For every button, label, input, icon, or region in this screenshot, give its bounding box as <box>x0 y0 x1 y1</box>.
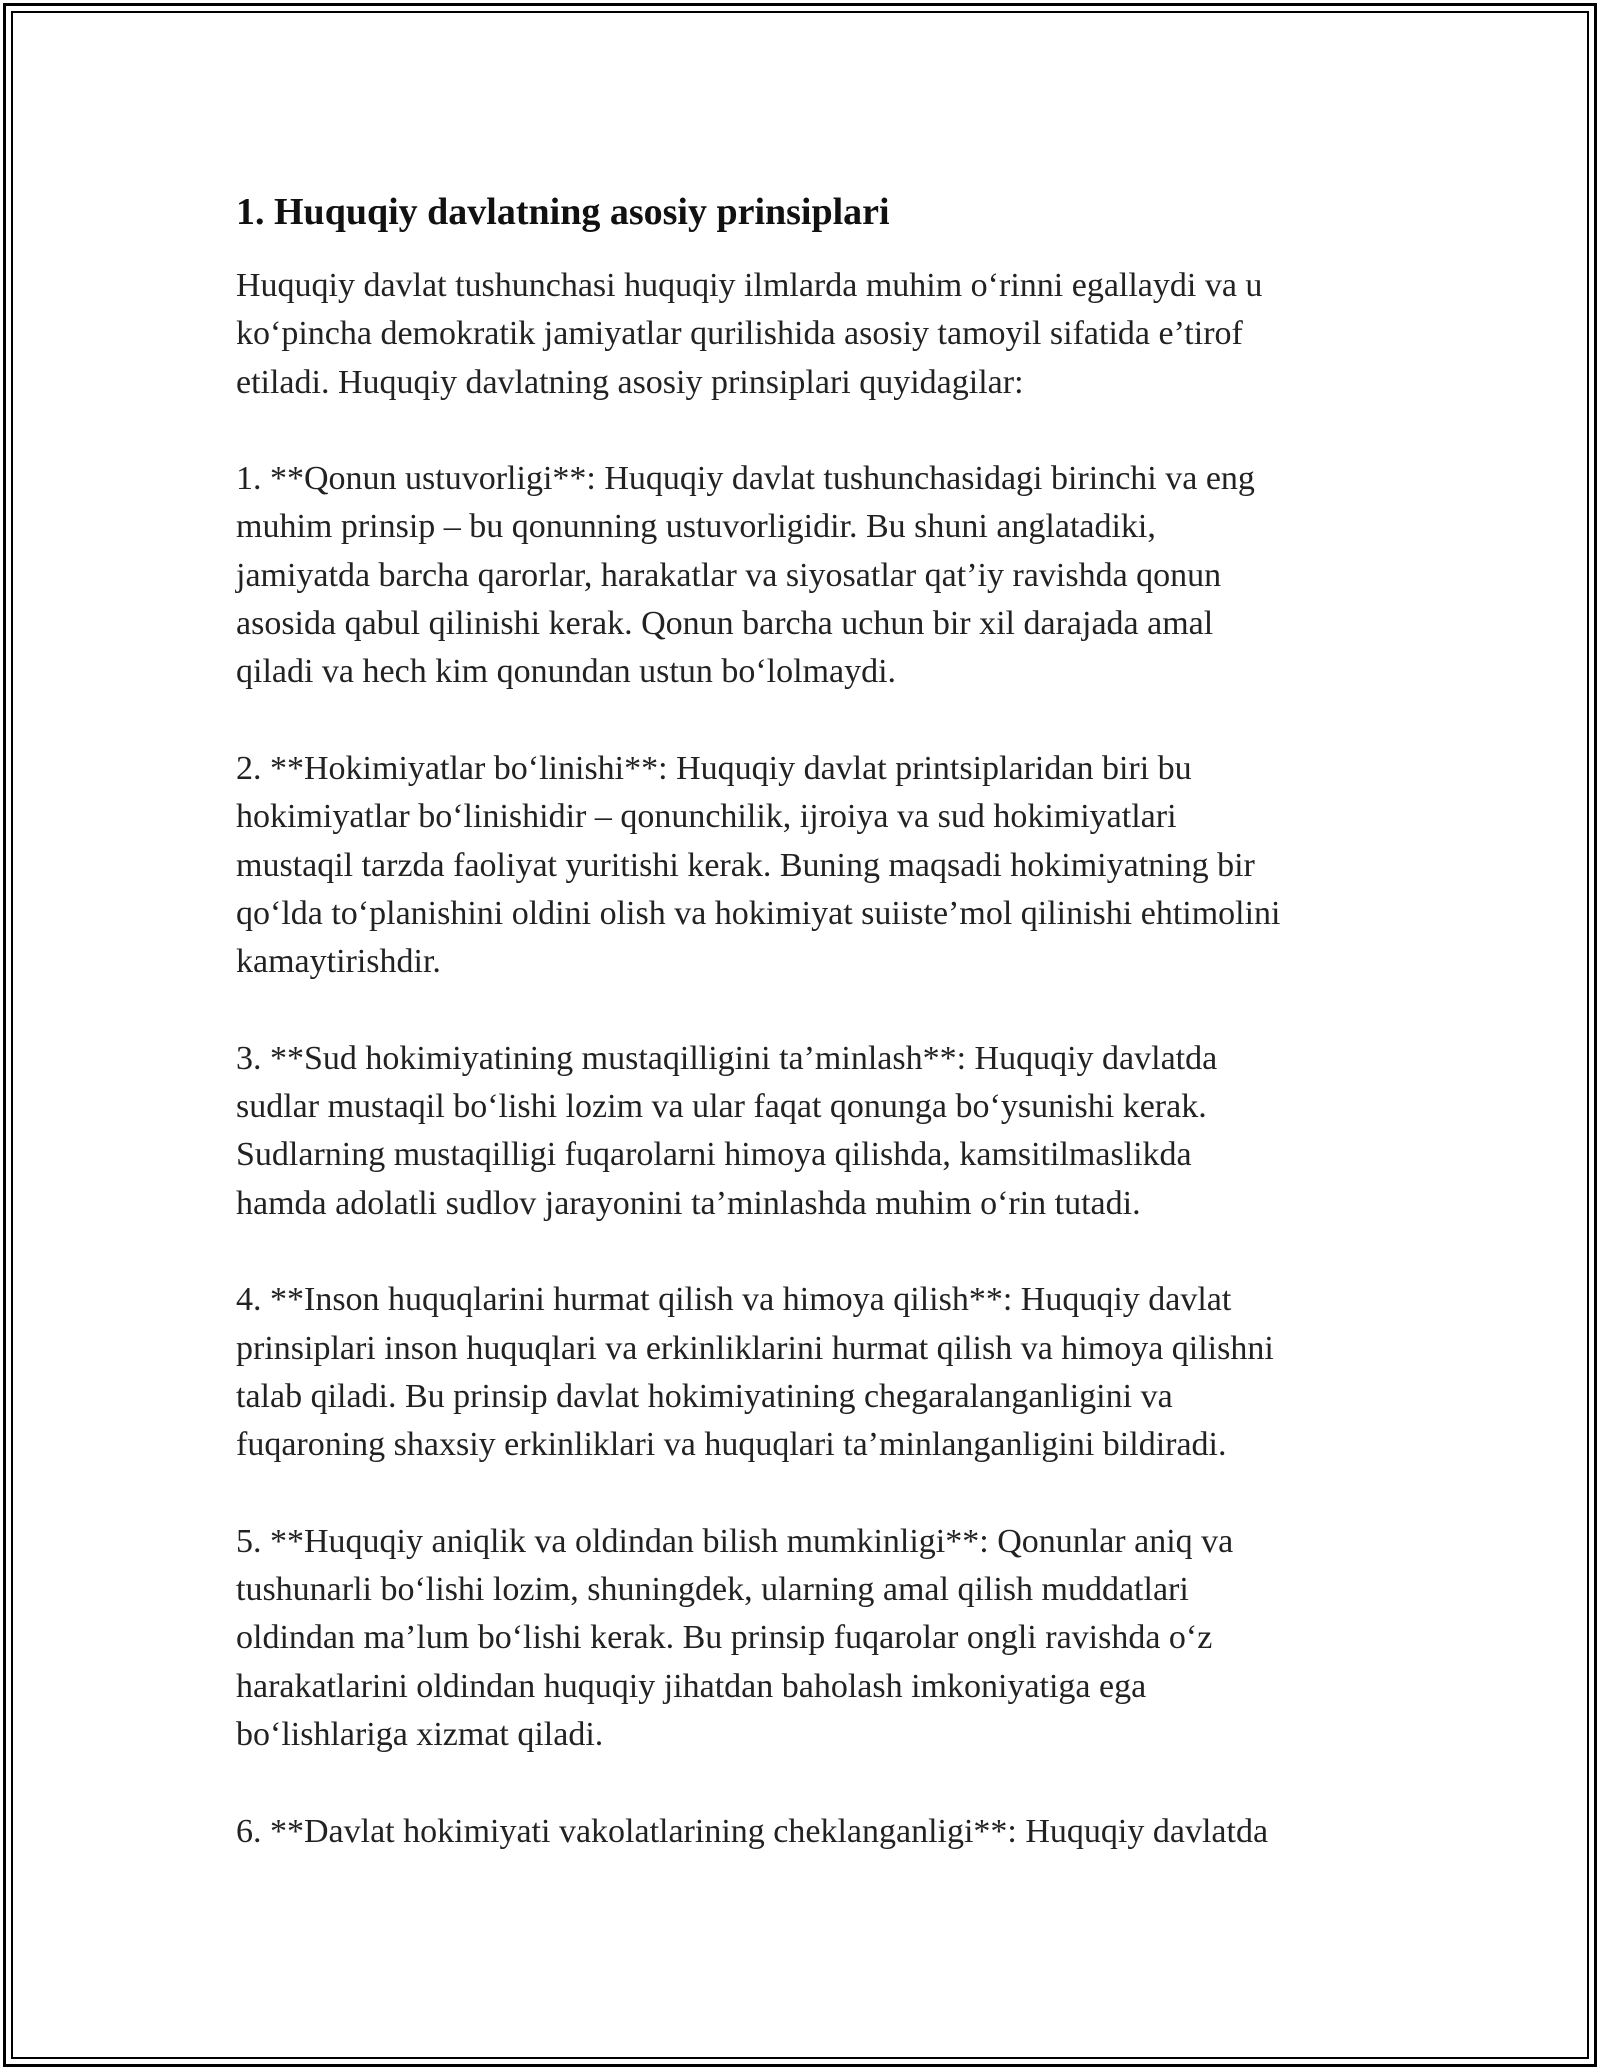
document-body <box>236 188 1376 1856</box>
principle-6-paragraph: 6. **Davlat hokimiyati vakolatlarining cheklanganligi**: Huquqiy davlatda <box>236 1812 1269 1850</box>
principle-5-paragraph: 5. **Huquqiy aniqlik va oldindan bilish mumkinligi**: Qonunlar aniq va tushunarli bo‘lishi lozim, shuningdek, ularning amal qilish muddatlari oldindan ma’lum bo‘lishi kerak. Bu prinsip fuqarolar ongli ravishda o‘z harakatlarini oldindan huquqiy jihatdan baholash imkoniyatiga ega bo‘lishlariga xizmat qiladi. <box>236 1522 1234 1753</box>
principle-1-paragraph: 1. **Qonun ustuvorligi**: Huquqiy davlat tushunchasidagi birinchi va eng muhim prinsip – bu qonunning ustuvorligidir. Bu shuni anglatadiki, jamiyatda barcha qarorlar, harakatlar va siyosatlar qat’iy ravishda qonun asosida qabul qilinishi kerak. Qonun barcha uchun bir xil darajada amal qiladi va hech kim qonundan ustun bo‘lolmaydi. <box>236 460 1255 691</box>
principle-3-paragraph: 3. **Sud hokimiyatining mustaqilligini ta’minlash**: Huquqiy davlatda sudlar mustaqil bo‘lishi lozim va ular faqat qonunga bo‘ysunishi kerak. Sudlarning mustaqilligi fuqarolarni himoya qilishda, kamsitilmaslikda hamda adolatli sudlov jarayonini ta’minlashda muhim o‘rin tutadi. <box>236 1039 1218 1222</box>
principle-4-paragraph: 4. **Inson huquqlarini hurmat qilish va himoya qilish**: Huquqiy davlat prinsiplari inson huquqlari va erkinliklarini hurmat qilish va himoya qilishni talab qiladi. Bu prinsip davlat hokimiyatining chegaralanganligini va fuqaroning shaxsiy erkinliklari va huquqlari ta’minlanganligini bildiradi. <box>236 1281 1274 1464</box>
document-title: 1. Huquqiy davlatning asosiy prinsiplari <box>236 191 890 233</box>
principle-2-paragraph: 2. **Hokimiyatlar bo‘linishi**: Huquqiy davlat printsiplaridan biri bu hokimiyatlar bo‘linishidir – qonunchilik, ijroiya va sud hokimiyatlari mustaqil tarzda faoliyat yuritishi kerak. Buning maqsadi hokimiyatning bir qo‘lda to‘planishini oldini olish va hokimiyat suiiste’mol qilinishi ehtimolini kamaytirishdir. <box>236 749 1281 981</box>
intro-paragraph: Huquqiy davlat tushunchasi huquqiy ilmlarda muhim o‘rinni egallaydi va u ko‘pincha demokratik jamiyatlar qurilishida asosiy tamoyil sifatida e’tirof etiladi. Huquqiy davlatning asosiy prinsiplari quyidagilar: <box>236 267 1263 401</box>
